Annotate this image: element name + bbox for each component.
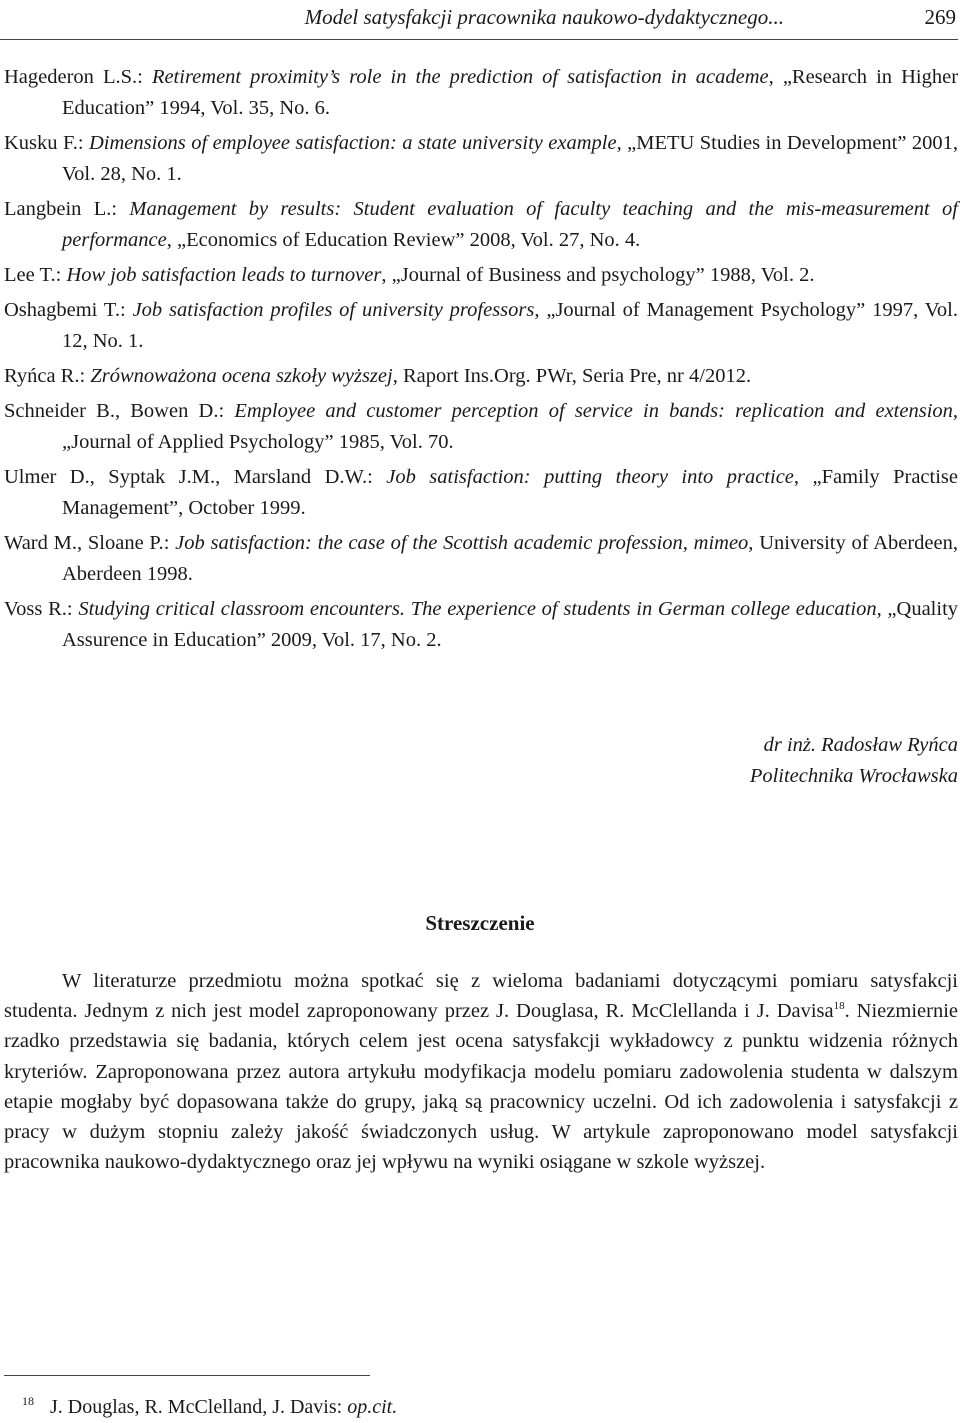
abstract-title: Streszczenie <box>425 911 535 935</box>
reference-author: Oshagbemi T. <box>4 299 120 321</box>
reference-title: Management by results: Student evaluation of faculty teaching and the mis-measurement of performance <box>62 198 958 251</box>
reference-title: Job satisfaction profiles of university professors <box>132 299 535 321</box>
reference-source: „METU Studies in Development” 2001, Vol. 28, No. 1. <box>62 132 959 185</box>
reference-author: Hagederon L.S. <box>4 66 138 88</box>
reference-author: Ward M., Sloane P. <box>4 532 164 554</box>
footnote-reference[interactable]: 18 <box>833 1000 845 1013</box>
reference-title: Job satisfaction: putting theory into practice <box>386 466 794 488</box>
reference-title: Zrównoważona ocena szkoły wyższej <box>90 365 393 387</box>
reference-entry: Kusku F.: Dimensions of employee satisfaction: a state university example, „METU Studies in Development” 2001, Vol. 28, No. 1. <box>4 132 959 185</box>
reference-title: Dimensions of employee satisfaction: a state university example <box>88 132 617 154</box>
reference-author: Langbein L. <box>4 198 112 220</box>
reference-entry: Langbein L.: Management by results: Student evaluation of faculty teaching and the mis-measurement of performance, „Economics of Education Review” 2008, Vol. 27, No. 4. <box>4 198 958 251</box>
header-rule <box>0 39 958 40</box>
reference-source: „Quality Assurence in Education” 2009, Vol. 17, No. 2. <box>62 598 959 651</box>
reference-title: Employee and customer perception of service in bands: replication and extension <box>234 400 953 422</box>
reference-entry: Hagederon L.S.: Retirement proximity’s role in the prediction of satisfaction in academe, „Research in Higher Education” 1994, Vol. 35, No. 6. <box>4 66 959 119</box>
reference-entry: Ward M., Sloane P.: Job satisfaction: the case of the Scottish academic profession, mimeo, University of Aberdeen, Aberdeen 1998. <box>4 532 958 585</box>
abstract-text: W literaturze przedmiotu można spotkać się z wieloma badaniami dotyczącymi pomiaru satysfakcji studenta. Jednym z nich jest model zaproponowany przez J. Douglasa, R. McClellanda i J. Davisa <box>4 970 958 1023</box>
reference-source: „Economics of Education Review” 2008, Vol. 27, No. 4. <box>177 229 641 251</box>
reference-entry: Oshagbemi T.: Job satisfaction profiles of university professors, „Journal of Management Psychology” 1997, Vol. 12, No. 1. <box>4 299 958 352</box>
footnote-opcit: op.cit. <box>347 1396 398 1418</box>
reference-source: University of Aberdeen, Aberdeen 1998. <box>62 532 958 585</box>
reference-entry: Voss R.: Studying critical classroom encounters. The experience of students in German college education, „Quality Assurence in Education” 2009, Vol. 17, No. 2. <box>4 598 959 651</box>
reference-title: Job satisfaction: the case of the Scottish academic profession, mimeo <box>175 532 749 554</box>
reference-source: „Journal of Business and psychology” 1988, Vol. 2. <box>391 264 815 286</box>
reference-title: Retirement proximity’s role in the prediction of satisfaction in academe <box>151 66 769 88</box>
reference-author: Ulmer D., Syptak J.M., Marsland D.W. <box>4 466 368 488</box>
reference-source: „Family Practise Management”, October 1999. <box>62 466 958 519</box>
author-signature <box>750 730 958 792</box>
reference-author: Schneider B., Bowen D. <box>4 400 219 422</box>
footnote-text <box>50 1393 397 1421</box>
abstract-paragraph <box>4 966 958 1177</box>
page-number: 269 <box>924 5 956 29</box>
reference-entry: Ulmer D., Syptak J.M., Marsland D.W.: Job satisfaction: putting theory into practice, „Family Practise Management”, October 1999. <box>4 466 958 519</box>
author-name: dr inż. Radosław Ryńca <box>763 734 958 756</box>
reference-author: Lee T. <box>4 264 56 286</box>
reference-author: Ryńca R. <box>4 365 80 387</box>
abstract-text: . Niezmiernie rzadko przedstawia się badania, których celem jest ocena satysfakcji wykładowcy z punktu widzenia różnych kryteriów. Zaproponowana przez autora artykułu modyfikacja modelu pomiaru zadowolenia studenta w dalszym etapie mogłaby być dopasowana także do grupy, jaką są pracownicy uczelni. Od ich zadowolenia i satysfakcji z pracy w dużym stopniu zależy jakość świadczonych usług. W artykule zaproponowano model satysfakcji pracownika naukowo-dydaktycznego oraz jej wpływu na wyniki osiągane w szkole wyższej. <box>4 1000 958 1174</box>
reference-author: Kusku F. <box>4 132 78 154</box>
reference-title: How job satisfaction leads to turnover <box>66 264 382 286</box>
reference-source: Raport Ins.Org. PWr, Seria Pre, nr 4/2012. <box>402 365 752 387</box>
running-header <box>0 2 958 32</box>
running-title: Model satysfakcji pracownika naukowo-dydaktycznego... <box>304 5 784 29</box>
author-affiliation: Politechnika Wrocławska <box>749 765 958 787</box>
footnote-citation: J. Douglas, R. McClelland, J. Davis: <box>50 1396 348 1418</box>
reference-entry: Lee T.: How job satisfaction leads to turnover, „Journal of Business and psychology” 1988, Vol. 2. <box>4 264 815 286</box>
reference-title: Studying critical classroom encounters. The experience of students in German college education <box>78 598 877 620</box>
footnote-mark: 18 <box>22 1394 34 1408</box>
bibliography <box>4 62 958 660</box>
reference-author: Voss R. <box>4 598 67 620</box>
reference-source: „Research in Higher Education” 1994, Vol. 35, No. 6. <box>62 66 959 119</box>
footnote-rule <box>4 1375 370 1376</box>
reference-source: „Journal of Management Psychology” 1997, Vol. 12, No. 1. <box>62 299 958 352</box>
reference-entry: Ryńca R.: Zrównoważona ocena szkoły wyższej, Raport Ins.Org. PWr, Seria Pre, nr 4/2012. <box>4 365 752 387</box>
reference-entry: Schneider B., Bowen D.: Employee and customer perception of service in bands: replication and extension, „Journal of Applied Psychology” 1985, Vol. 70. <box>4 400 959 453</box>
reference-source: „Journal of Applied Psychology” 1985, Vol. 70. <box>62 431 454 453</box>
